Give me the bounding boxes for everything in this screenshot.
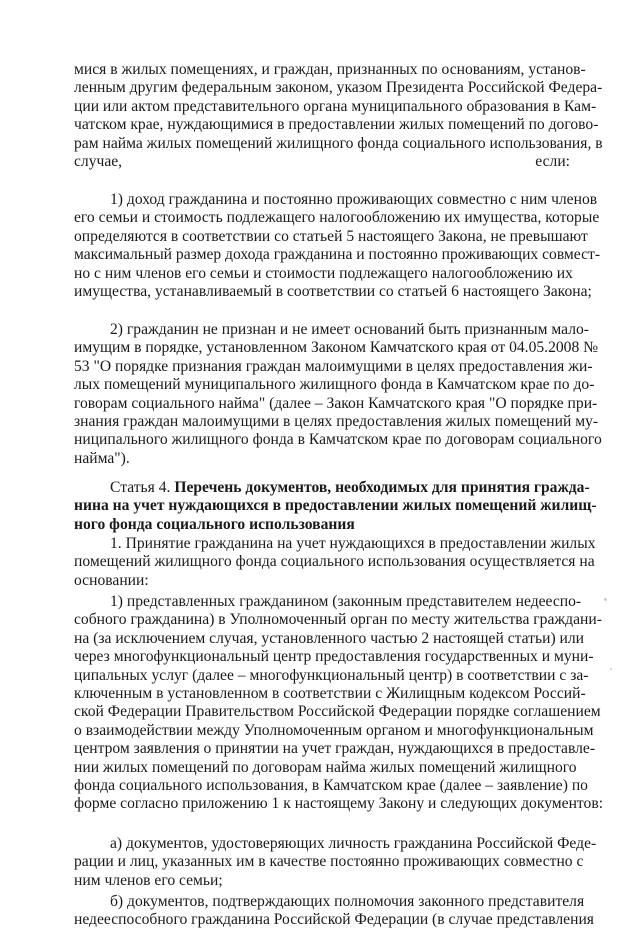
text-line: ниципального жилищного фонда в Камчатском крае по договорам социального [74,431,602,449]
text-line: рации и лиц, указанных им в качестве постоянно проживающих совместно с [74,853,584,871]
text-line: ленным другим федеральным законом, указом Президента Российской Федера- [74,79,603,97]
text-line: случае, если: [74,152,570,170]
text-line: б) документов, подтверждающих полномочия законного представителя [110,893,585,910]
intro-paragraph [74,61,603,190]
part-1-paragraph [74,535,596,590]
text-line: собного гражданина) в Уполномоченный орган по месту жительства граждани- [74,611,602,629]
scan-speck [610,668,612,670]
text-line: определяются в соответствии со статьей 5 настоящего Закона, не превышают [74,227,588,245]
text-line: найма"). [74,449,130,467]
text-line: ципальных услуг (далее – многофункциональный центр) в соответствии с за- [74,666,589,684]
text-line: чатском крае, нуждающимися в предоставлении жилых помещений по догово- [74,116,599,134]
text-line: нии жилых помещений по договорам найма жилых помещений жилищного [74,758,577,776]
subitem-b-paragraph [74,893,594,930]
text-line: ним членов его семьи; [74,871,223,889]
text-line: максимальный размер дохода гражданина и постоянно проживающих совмест- [74,246,601,264]
text-line: основании: [74,571,149,589]
text-line: помещений жилищного фонда социального использования осуществляется на [74,553,595,571]
subitem-1-paragraph [74,593,604,832]
article-heading-line [74,516,570,534]
text-line: 53 "О порядке признания граждан малоимущими в целях предоставления жи- [74,357,593,375]
item-1-paragraph [74,191,601,320]
text-line: центром заявления о принятии на учет граждан, нуждающихся в предоставле- [74,740,596,758]
text-line: ции или актом представительного органа муниципального образования в Кам- [74,97,597,115]
text-line [74,301,570,319]
text-line: его семьи и стоимость подлежащего налогообложению их имущества, которые [74,209,600,227]
text-line: говорам социального найма" (далее – Закон Камчатского края "О порядке при- [74,394,598,412]
text-line: рам найма жилых помещений жилищного фонда социального использования, в [74,134,603,152]
article-heading-line [74,479,590,497]
article-4-heading [74,479,597,534]
text-line: через многофункциональный центр предоставления государственных и муни- [74,648,594,666]
text-line: о взаимодействии между Уполномоченным органом и многофункциональным [74,721,594,739]
article-title-text: Перечень документов, необходимых для принятия гражда- [174,479,590,496]
text-line: ключенным в установленном в соответствии с Жилищным кодексом Россий- [74,684,586,702]
text-line: недееспособного гражданина Российской Федерации (в случае представления [74,911,594,929]
text-line: 1. Принятие гражданина на учет нуждающихся в предоставлении жилых [110,535,596,552]
text-line: лых помещений муниципального жилищного фонда в Камчатском крае по до- [74,376,595,394]
text-line [74,171,570,189]
text-line: 2) гражданин не признан и не имеет оснований быть признанным мало- [110,321,589,338]
text-line: знания граждан малоимущими в целях предоставления жилых помещений му- [74,412,599,430]
text-line [74,814,570,832]
article-heading-line [74,497,597,515]
text-line: форме согласно приложению 1 к настоящему Закону и следующих документов: [74,795,604,813]
article-number: Статья 4. [110,479,171,496]
article-title-text: нина на учет нуждающихся в предоставлении жилых помещений жилищ- [74,497,597,515]
text-line: но с ним членов его семьи и стоимости подлежащего налогообложению их [74,264,573,282]
text-line: 1) представленных гражданином (законным представителем недееспо- [110,593,582,610]
text-line: 1) доход гражданина и постоянно проживающих совместно с ним членов [110,191,598,208]
text-line: мися в жилых помещениях, и граждан, признанных по основаниям, установ- [74,61,586,78]
item-2-paragraph [74,321,602,468]
text-line: ской Федерации Правительством Российской Федерации порядке соглашением [74,703,601,721]
article-title-text: ного фонда социального использования [74,515,355,533]
text-line: имущим в порядке, установленном Законом Камчатского края от 04.05.2008 № [74,339,599,357]
text-line: имущества, устанавливаемый в соответствии со статьей 6 настоящего Закона; [74,282,592,300]
text-line: а) документов, удостоверяющих личность гражданина Российской Феде- [110,835,597,852]
text-line: фонда социального использования, в Камчатском крае (далее – заявление) по [74,776,588,794]
text-line: на (за исключением случая, установленного частью 2 настоящей статьи) или [74,629,585,647]
scan-speck [604,598,607,601]
subitem-a-paragraph [74,835,597,890]
